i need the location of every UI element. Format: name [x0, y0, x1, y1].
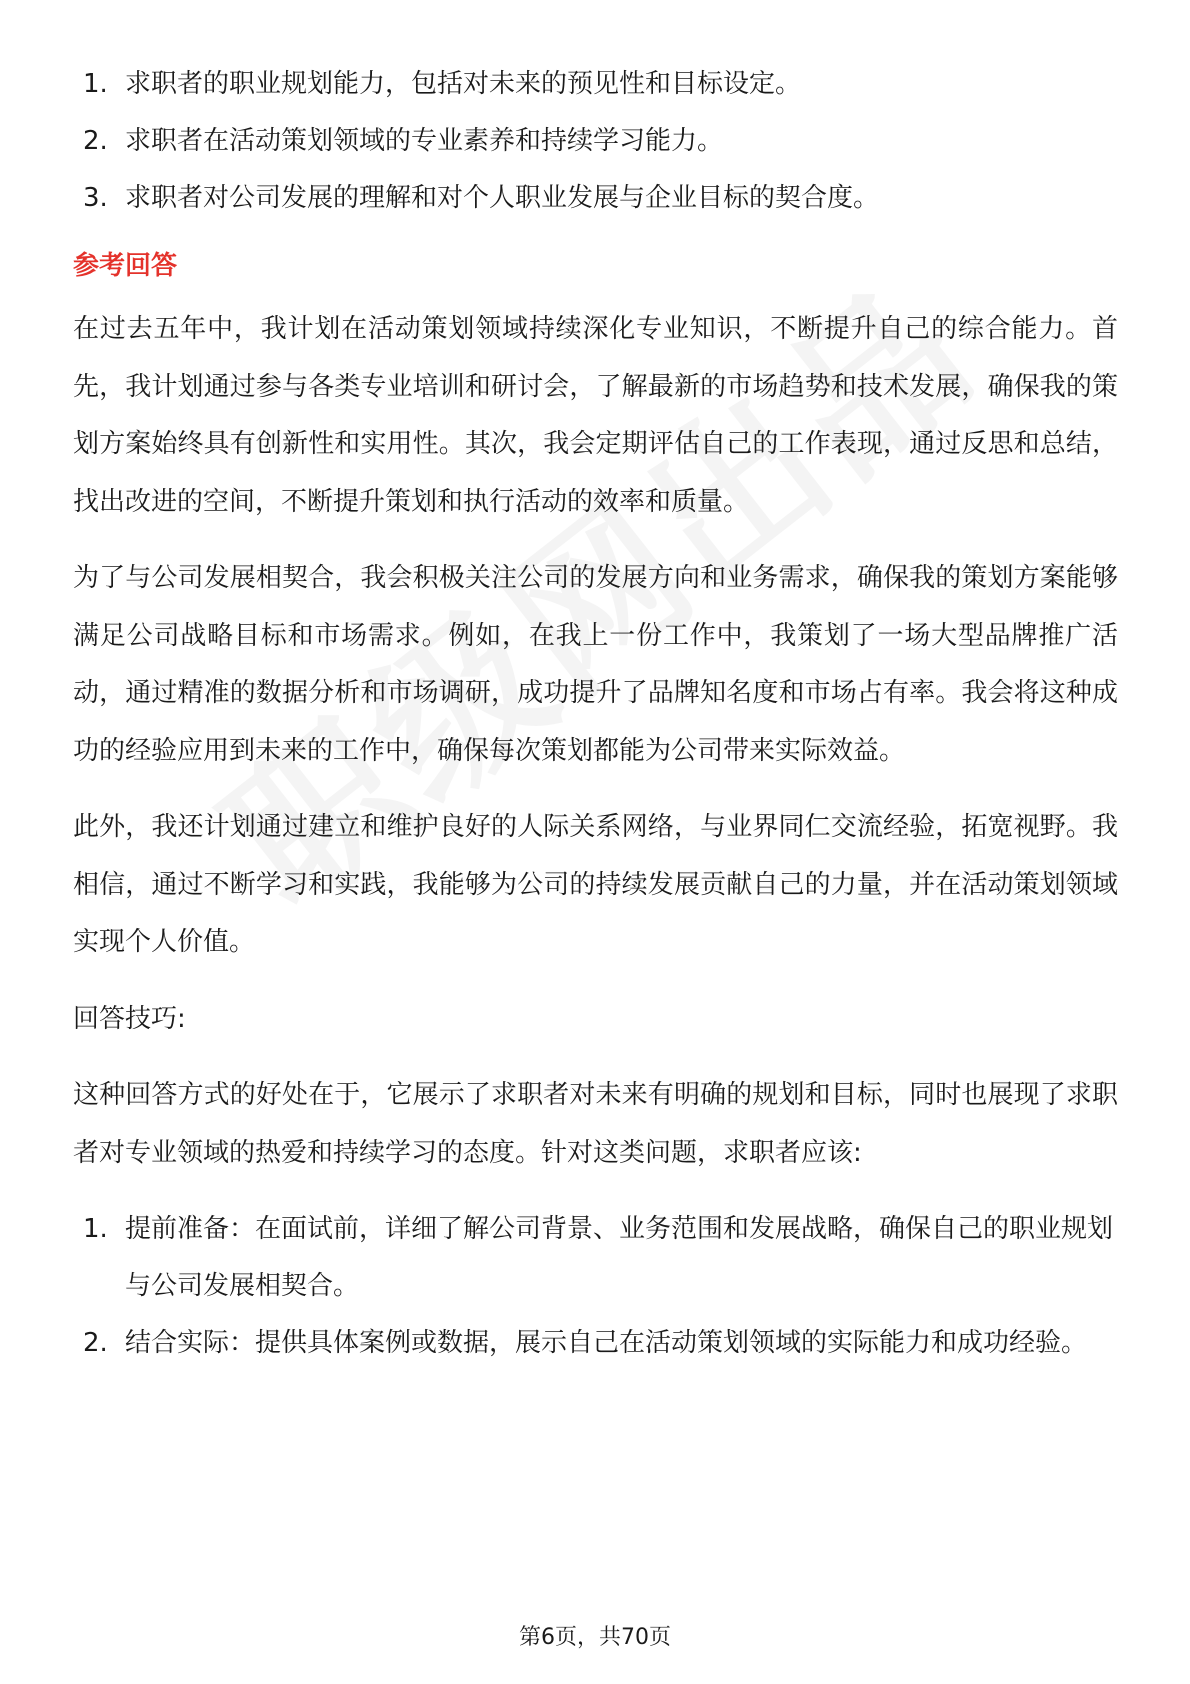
evaluation-points-list	[73, 56, 1118, 227]
list-item-number: 2.	[83, 1328, 108, 1358]
list-item-text: 结合实际：提供具体案例或数据，展示自己在活动策划领域的实际能力和成功经验。	[125, 1328, 1088, 1358]
list-item-text: 提前准备：在面试前，详细了解公司背景、业务范围和发展战略，确保自己的职业规划与公司发展相契合。	[125, 1214, 1114, 1301]
tips-intro: 这种回答方式的好处在于，它展示了求职者对未来有明确的规划和目标，同时也展现了求职者对专业领域的热爱和持续学习的态度。针对这类问题，求职者应该:	[73, 1080, 1118, 1168]
list-item-number: 1.	[83, 69, 108, 99]
list-item	[73, 1315, 1118, 1372]
list-item-text: 求职者对公司发展的理解和对个人职业发展与企业目标的契合度。	[125, 183, 880, 213]
answer-paragraph: 此外，我还计划通过建立和维护良好的人际关系网络，与业界同仁交流经验，拓宽视野。我相信，通过不断学习和实践，我能够为公司的持续发展贡献自己的力量，并在活动策划领域实现个人价值。	[73, 812, 1118, 957]
list-item	[73, 170, 1118, 227]
list-item	[73, 113, 1118, 170]
list-item-number: 3.	[83, 183, 108, 213]
page-content	[73, 56, 1118, 1372]
list-item	[73, 56, 1118, 113]
answer-paragraph: 在过去五年中，我计划在活动策划领域持续深化专业知识，不断提升自己的综合能力。首先，我计划通过参与各类专业培训和研讨会，了解最新的市场趋势和技术发展，确保我的策划方案始终具有创新性和实用性。其次，我会定期评估自己的工作表现，通过反思和总结，找出改进的空间，不断提升策划和执行活动的效率和质量。	[73, 314, 1118, 517]
list-item-number: 2.	[83, 126, 108, 156]
answer-paragraph: 为了与公司发展相契合，我会积极关注公司的发展方向和业务需求，确保我的策划方案能够满足公司战略目标和市场需求。例如，在我上一份工作中，我策划了一场大型品牌推广活动，通过精准的数据分析和市场调研，成功提升了品牌知名度和市场占有率。我会将这种成功的经验应用到未来的工作中，确保每次策划都能为公司带来实际效益。	[73, 563, 1118, 766]
reference-answer-heading: 参考回答	[73, 251, 178, 281]
list-item-number: 1.	[83, 1214, 108, 1244]
list-item-text: 求职者的职业规划能力，包括对未来的预见性和目标设定。	[125, 69, 802, 99]
page-number-footer: 第6页，共70页	[519, 1625, 671, 1650]
list-item-text: 求职者在活动策划领域的专业素养和持续学习能力。	[125, 126, 724, 156]
tips-list	[73, 1201, 1118, 1372]
tips-label: 回答技巧:	[73, 1003, 186, 1034]
list-item	[73, 1201, 1118, 1315]
